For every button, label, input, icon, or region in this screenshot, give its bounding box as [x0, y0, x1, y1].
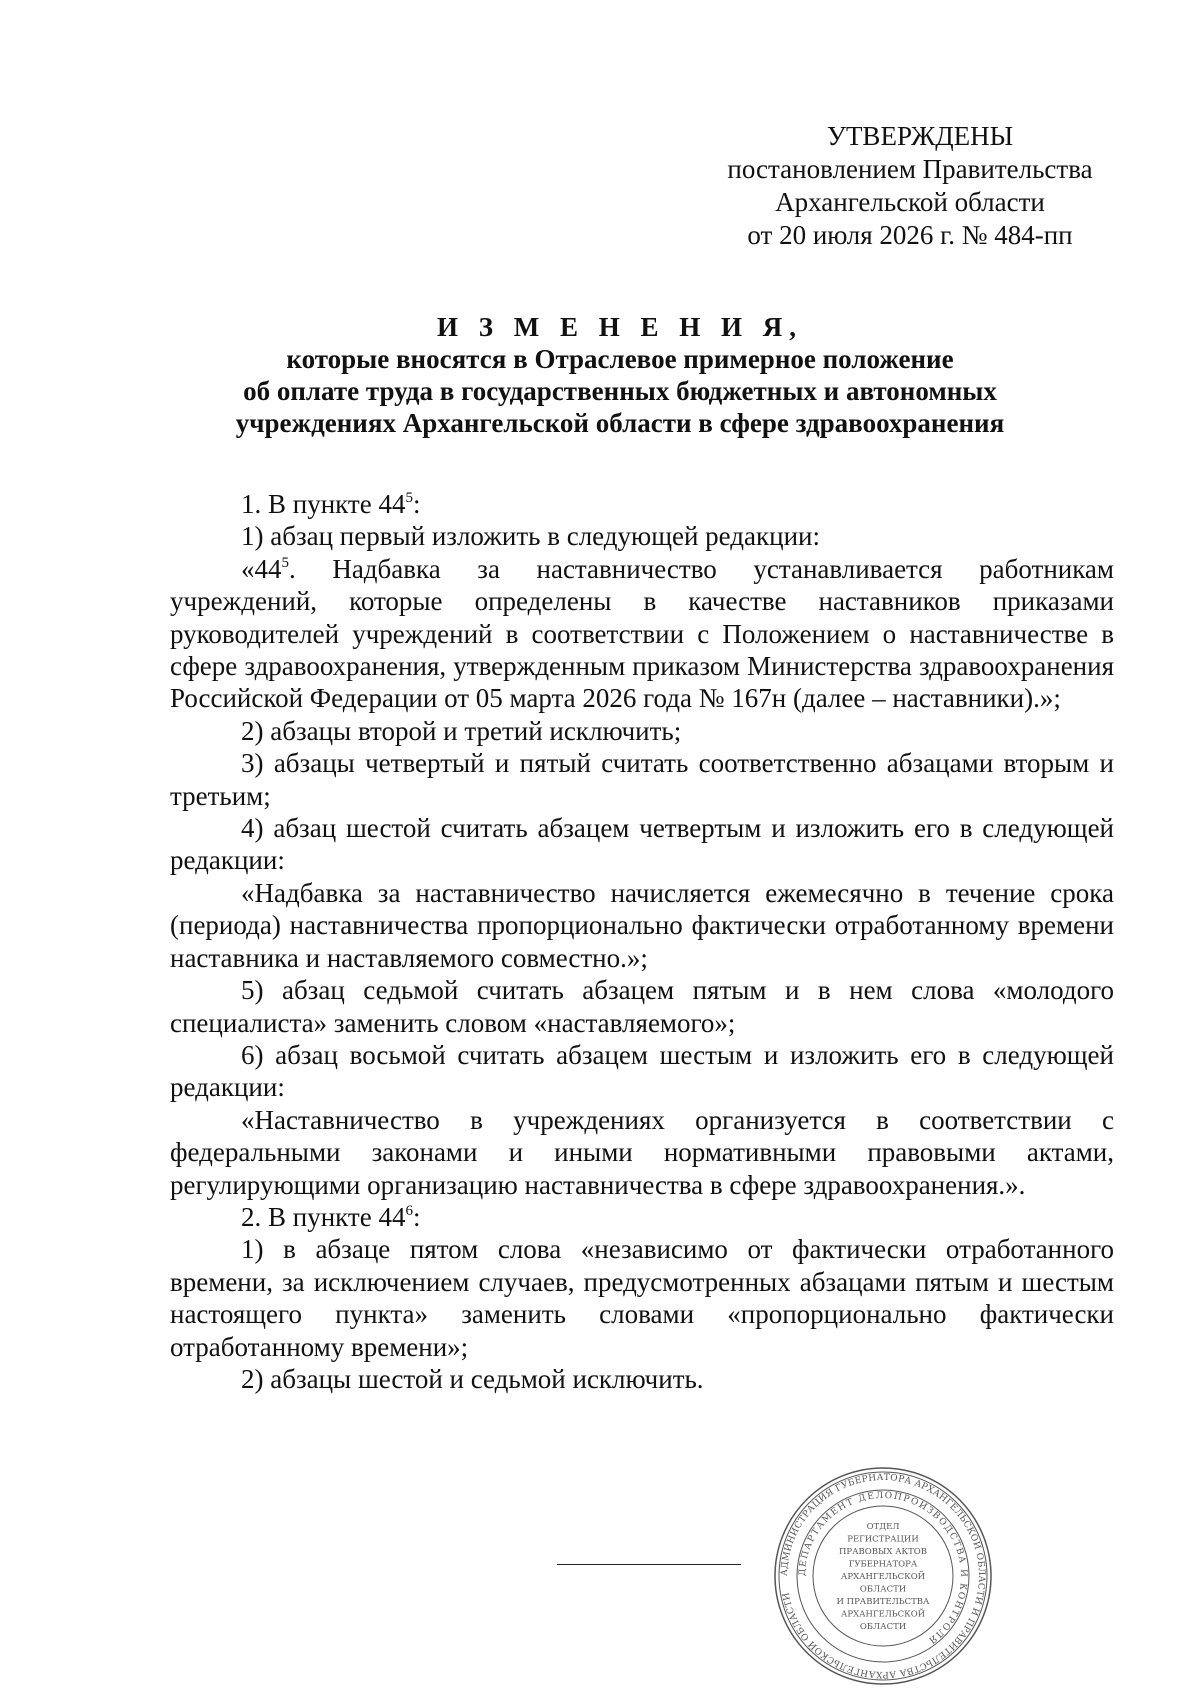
- paragraph: 2) абзацы второй и третий исключить;: [241, 715, 682, 746]
- title-line-2: об оплате труда в государственных бюджетных и автономных: [243, 376, 997, 406]
- approval-line-1: постановлением Правительства: [727, 154, 1093, 184]
- svg-text:ГУБЕРНАТОРА: ГУБЕРНАТОРА: [848, 1559, 918, 1570]
- paragraph: 2) абзацы шестой и седьмой исключить.: [241, 1363, 704, 1394]
- svg-text:ОТДЕЛ: ОТДЕЛ: [866, 1522, 900, 1532]
- svg-text:ПРАВОВЫХ АКТОВ: ПРАВОВЫХ АКТОВ: [838, 1547, 928, 1557]
- svg-text:АРХАНГЕЛЬСКОЙ: АРХАНГЕЛЬСКОЙ: [840, 1609, 926, 1620]
- svg-text:И ПРАВИТЕЛЬСТВА: И ПРАВИТЕЛЬСТВА: [836, 1597, 930, 1607]
- official-seal: [772, 1465, 994, 1687]
- paragraph: 1) в абзаце пятом слова «независимо от фактически отработанного времени, за исключением случаев, предусмотренных абзацами пятым и шестым настоящего пункта» заменить словами «пропорционально фактически отработанному времени»;: [170, 1234, 1114, 1362]
- title-line-3: учреждениях Архангельской области в сфере здравоохранения: [235, 408, 1005, 438]
- svg-text:РЕГИСТРАЦИИ: РЕГИСТРАЦИИ: [847, 1534, 919, 1545]
- approval-heading: УТВЕРЖДЕНЫ: [826, 121, 1014, 151]
- svg-text:ОБЛАСТИ: ОБЛАСТИ: [859, 1622, 907, 1632]
- paragraph-item-1: 1. В пункте $44^5$:: [241, 489, 421, 519]
- svg-text:АРХАНГЕЛЬСКОЙ: АРХАНГЕЛЬСКОЙ: [840, 1572, 926, 1582]
- document-body: [170, 488, 1114, 1395]
- title-heading: И З М Е Н Е Н И Я,: [436, 312, 803, 342]
- paragraph: 1) абзац первый изложить в следующей редакции:: [241, 521, 820, 552]
- approval-line-3: от 20 июля 2026 г. № 484-пп: [747, 220, 1073, 250]
- paragraph: «Наставничество в учреждениях организуется в соответствии с федеральными законами и иными нормативными правовыми актами, регулирующими организацию наставничества в сфере здравоохранения.».: [170, 1104, 1114, 1200]
- paragraph-item-2: 2. В пункте $44^6$:: [241, 1201, 421, 1232]
- paragraph: 3) абзацы четвертый и пятый считать соответственно абзацами вторым и третьим;: [170, 748, 1114, 811]
- paragraph: 6) абзац восьмой считать абзацем шестым и изложить его в следующей редакции:: [170, 1039, 1114, 1103]
- paragraph: 5) абзац седьмой считать абзацем пятым и в нем слова «молодого специалиста» заменить словом «наставляемого»;: [170, 975, 1114, 1038]
- approval-block: [700, 120, 1120, 252]
- svg-text:ОБЛАСТИ: ОБЛАСТИ: [859, 1584, 907, 1595]
- approval-line-2: Архангельской области: [775, 187, 1045, 217]
- paragraph: «Надбавка за наставничество начисляется ежемесячно в течение срока (периода) наставничества пропорционально фактически отработанному времени наставника и наставляемого совместно.»;: [170, 877, 1114, 973]
- paragraph: «$44^5$. Надбавка за наставничество устанавливается работникам учреждений, которые определены в качестве наставников приказами руководителей учреждений в соответствии с Положением о наставничестве в сфере здравоохранения, утвержденным приказом Министерства здравоохранения Российской Федерации от 05 марта 2026 года № 167н (далее – наставники).»;: [170, 553, 1114, 714]
- title-line-1: которые вносятся в Отраслевое примерное положение: [286, 344, 954, 374]
- paragraph: 4) абзац шестой считать абзацем четвертым и изложить его в следующей редакции:: [170, 813, 1114, 876]
- svg-text:АДМИНИСТРАЦИЯ ГУБЕРНАТОРА АРХА: АДМИНИСТРАЦИЯ ГУБЕРНАТОРА АРХАНГЕЛЬСКОЙ ОБЛАСТИ И ПРАВИТЕЛЬСТВА АРХАНГЕЛЬСКОЙ ОБЛАСТИ: [779, 1472, 987, 1680]
- signature-line: [557, 1564, 741, 1565]
- document-title: [170, 311, 1070, 439]
- svg-text:ДЕПАРТАМЕНТ ДЕЛОПРОИЗВОДСТВА И: ДЕПАРТАМЕНТ ДЕЛОПРОИЗВОДСТВА И КОНТРОЛЯ: [797, 1490, 969, 1646]
